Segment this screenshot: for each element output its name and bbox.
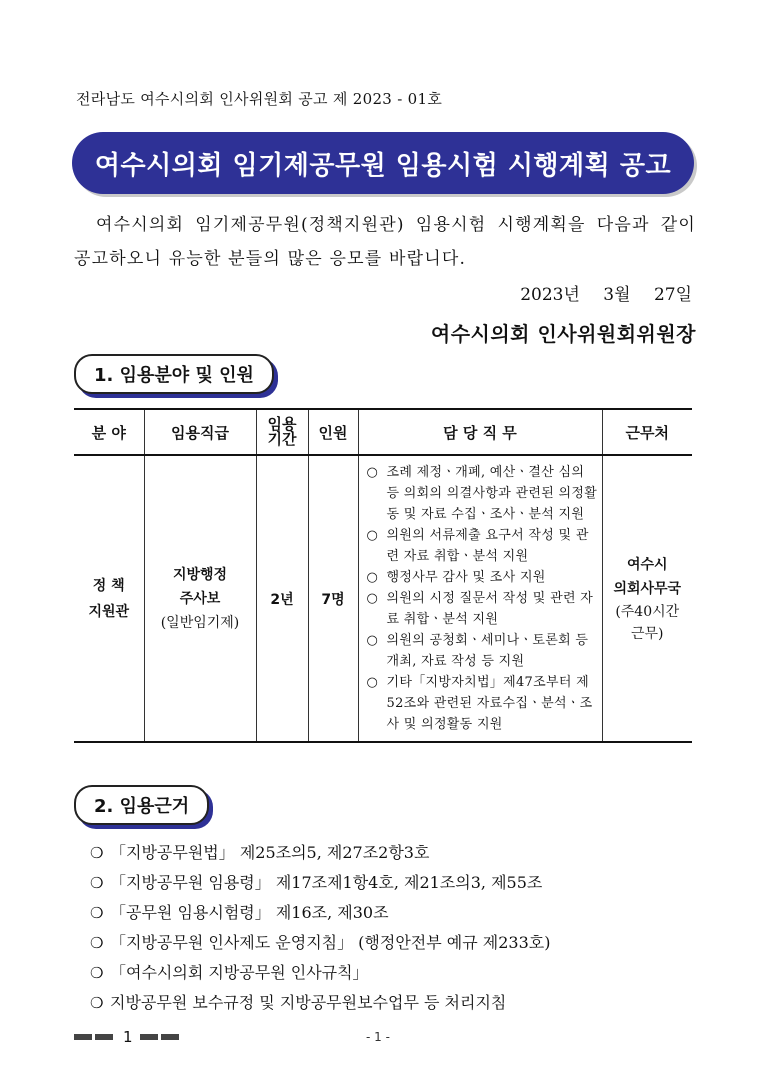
table-row bbox=[74, 455, 692, 742]
circle-bullet-icon: ○ bbox=[366, 570, 379, 585]
circle-bullet-icon: ○ bbox=[366, 465, 379, 480]
document-title: 여수시의회 임기제공무원 임용시험 시행계획 공고 bbox=[94, 150, 672, 181]
col-header-field: 분 야 bbox=[74, 409, 144, 455]
decorative-bar-icon bbox=[140, 1034, 158, 1040]
table-header-row bbox=[74, 409, 692, 455]
duty-text: 의원의 시정 질문서 작성 및 관련 자료 취합ㆍ분석 지원 bbox=[386, 591, 594, 627]
duty-item bbox=[365, 567, 598, 588]
circle-bullet-icon: ○ bbox=[366, 675, 379, 690]
cell-workplace bbox=[602, 455, 692, 742]
grade-line2: 주사보 bbox=[179, 590, 221, 607]
decorative-bar-icon bbox=[74, 1034, 92, 1040]
date-month: 3월 bbox=[603, 285, 631, 305]
duty-text: 기타「지방자치법」제47조부터 제52조와 관련된 자료수집ㆍ분석ㆍ조사 및 의정활동 지원 bbox=[386, 675, 593, 732]
list-item bbox=[88, 958, 551, 988]
list-item bbox=[88, 928, 551, 958]
date-day: 27일 bbox=[653, 285, 692, 305]
duty-item bbox=[365, 462, 598, 525]
cell-headcount: 7명 bbox=[308, 455, 358, 742]
date-year: 2023년 bbox=[520, 285, 580, 305]
cell-grade bbox=[144, 455, 256, 742]
circle-bullet-icon: ❍ bbox=[90, 874, 104, 892]
section-heading-appointment-field bbox=[74, 354, 274, 394]
decorative-bar-icon bbox=[161, 1034, 179, 1040]
list-item bbox=[88, 898, 551, 928]
section-heading-label: 1. 임용분야 및 인원 bbox=[94, 365, 254, 386]
circle-bullet-icon: ○ bbox=[366, 528, 379, 543]
section-heading-legal-basis bbox=[74, 785, 209, 825]
announcement-date bbox=[520, 280, 692, 305]
basis-text: 「지방공무원법」 제25조의5, 제27조2항3호 bbox=[110, 843, 430, 862]
notice-number: 전라남도 여수시의회 인사위원회 공고 제 2023 - 01호 bbox=[76, 90, 443, 108]
grade-line1: 지방행정 bbox=[172, 566, 228, 583]
duty-text: 행정사무 감사 및 조사 지원 bbox=[386, 570, 546, 585]
col-header-workplace: 근무처 bbox=[602, 409, 692, 455]
duty-text: 의원의 공청회ㆍ세미나ㆍ토론회 등 개최, 자료 작성 등 지원 bbox=[386, 633, 589, 669]
workplace-line1: 여수시 bbox=[626, 556, 668, 573]
duty-item bbox=[365, 588, 598, 630]
duty-text: 조례 제정ㆍ개폐, 예산ㆍ결산 심의 등 의회의 의결사항과 관련된 의정활동 및 자료 수집ㆍ조사ㆍ분석 지원 bbox=[386, 465, 598, 522]
list-item bbox=[88, 838, 551, 868]
circle-bullet-icon: ○ bbox=[366, 633, 379, 648]
circle-bullet-icon: ❍ bbox=[90, 844, 104, 862]
duty-item bbox=[365, 630, 598, 672]
col-header-period-line2: 기간 bbox=[267, 430, 297, 448]
circle-bullet-icon: ❍ bbox=[90, 934, 104, 952]
basis-text: 「여수시의회 지방공무원 인사규칙」 bbox=[110, 963, 369, 982]
field-line2: 지원관 bbox=[88, 603, 130, 620]
circle-bullet-icon: ❍ bbox=[90, 964, 104, 982]
col-header-headcount: 인원 bbox=[308, 409, 358, 455]
signer-title: 여수시의회 인사위원회위원장 bbox=[430, 322, 696, 346]
basis-text: 「지방공무원 임용령」 제17조제1항4호, 제21조의3, 제55조 bbox=[110, 873, 543, 892]
circle-bullet-icon: ❍ bbox=[90, 994, 104, 1012]
field-line1: 정 책 bbox=[92, 577, 125, 594]
cell-field bbox=[74, 455, 144, 742]
workplace-line2: 의회사무국 bbox=[613, 580, 682, 597]
appointment-table bbox=[74, 408, 692, 743]
col-header-period bbox=[256, 409, 308, 455]
duty-text: 의원의 서류제출 요구서 작성 및 관련 자료 취합ㆍ분석 지원 bbox=[386, 528, 589, 564]
basis-text: 「공무원 임용시험령」 제16조, 제30조 bbox=[110, 903, 389, 922]
decorative-bar-icon bbox=[95, 1034, 113, 1040]
legal-basis-list bbox=[88, 838, 551, 1018]
footer-page-marker bbox=[74, 1028, 182, 1046]
footer-left-number: 1 bbox=[123, 1028, 133, 1046]
section-heading-label: 2. 임용근거 bbox=[94, 796, 190, 817]
col-header-duties: 담 당 직 무 bbox=[358, 409, 602, 455]
basis-text: 「지방공무원 인사제도 운영지침」 (행정안전부 예규 제233호) bbox=[110, 933, 551, 952]
col-header-grade: 임용직급 bbox=[144, 409, 256, 455]
cell-period: 2년 bbox=[256, 455, 308, 742]
list-item bbox=[88, 988, 551, 1018]
circle-bullet-icon: ❍ bbox=[90, 904, 104, 922]
workplace-line3: (주40시간 bbox=[615, 603, 680, 620]
workplace-line4: 근무) bbox=[630, 625, 664, 642]
list-item bbox=[88, 868, 551, 898]
basis-text: 지방공무원 보수규정 및 지방공무원보수업무 등 처리지침 bbox=[110, 993, 507, 1012]
col-header-period-line1: 임용 bbox=[267, 415, 297, 433]
duty-item bbox=[365, 525, 598, 567]
duty-item bbox=[365, 672, 598, 735]
document-title-banner bbox=[72, 132, 694, 194]
grade-line3: (일반임기제) bbox=[160, 614, 240, 631]
duties-list bbox=[365, 462, 598, 735]
page-number: - 1 - bbox=[366, 1030, 390, 1044]
intro-paragraph: 여수시의회 임기제공무원(정책지원관) 임용시험 시행계획을 다음과 같이 공고하오니 유능한 분들의 많은 응모를 바랍니다. bbox=[74, 215, 696, 269]
circle-bullet-icon: ○ bbox=[366, 591, 379, 606]
cell-duties bbox=[358, 455, 602, 742]
